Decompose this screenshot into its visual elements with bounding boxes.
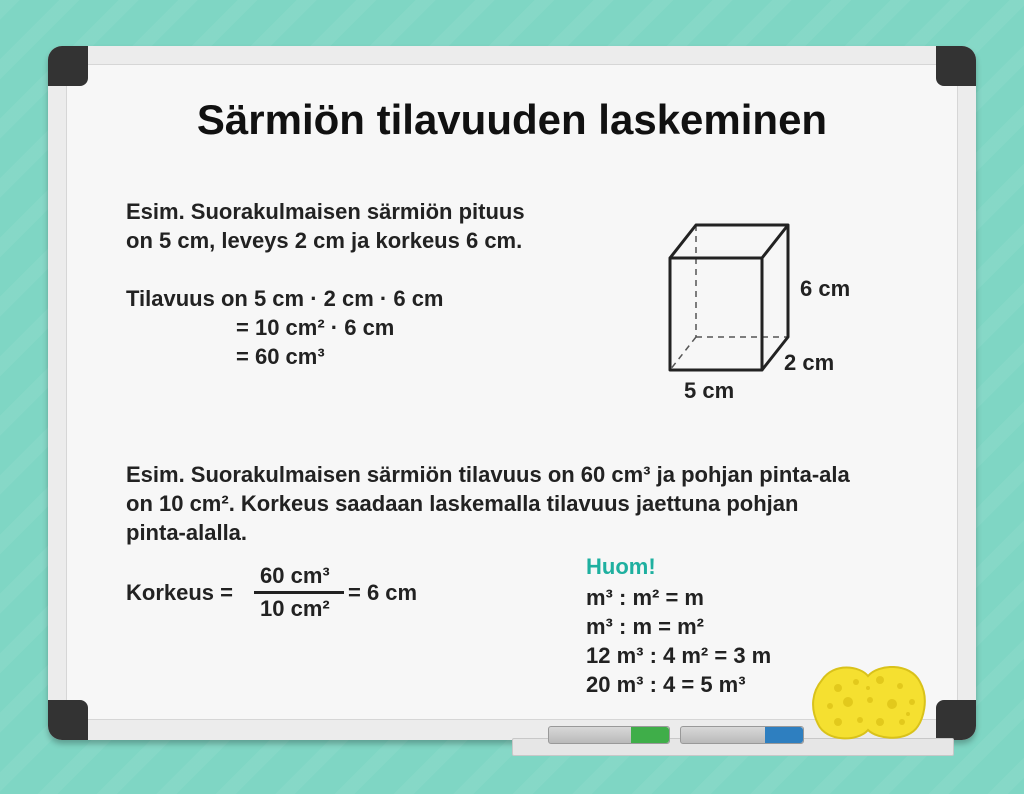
example1-line1: Esim. Suorakulmaisen särmiön pituus [126,199,525,224]
example2-line1: Esim. Suorakulmaisen särmiön tilavuus on 60 cm³ ja pohjan pinta-ala [126,462,850,487]
hidden-edge [670,337,696,370]
frame-corner [48,46,88,86]
note-line: 12 m³ : 4 m² = 3 m [586,643,772,668]
marker-cap [765,727,803,743]
example1-calc3: = 60 cm³ [236,344,325,369]
note-heading: Huom! [586,554,656,579]
top-face [670,225,788,258]
blue-marker[interactable] [680,726,804,744]
frame-corner [936,46,976,86]
frame-corner [48,700,88,740]
example1-calc2: = 10 cm² · 6 cm [236,315,395,340]
marker-cap [631,727,669,743]
example2-line2: on 10 cm². Korkeus saadaan laskemalla tilavuus jaettuna pohjan [126,491,799,516]
example1-line2: on 5 cm, leveys 2 cm ja korkeus 6 cm. [126,228,523,253]
frame-corner [936,700,976,740]
formula-denominator: 10 cm² [260,596,330,621]
right-face [762,225,788,370]
formula-suffix: = 6 cm [348,580,418,605]
formula-prefix: Korkeus = [126,580,233,605]
sponge-icon[interactable] [808,660,928,744]
height-label: 6 cm [800,276,851,301]
formula-numerator: 60 cm³ [260,563,330,588]
width-label: 5 cm [684,378,735,403]
example1-calc1: Tilavuus on 5 cm · 2 cm · 6 cm [126,286,444,311]
page-title: Särmiön tilavuuden laskeminen [196,96,828,143]
note-line: m³ : m² = m [586,585,704,610]
whiteboard [66,64,958,720]
note-line: m³ : m = m² [586,614,704,639]
note-line: 20 m³ : 4 = 5 m³ [586,672,746,697]
front-face [670,258,762,370]
depth-label: 2 cm [784,350,835,375]
example2-line3: pinta-alalla. [126,520,248,545]
green-marker[interactable] [548,726,670,744]
